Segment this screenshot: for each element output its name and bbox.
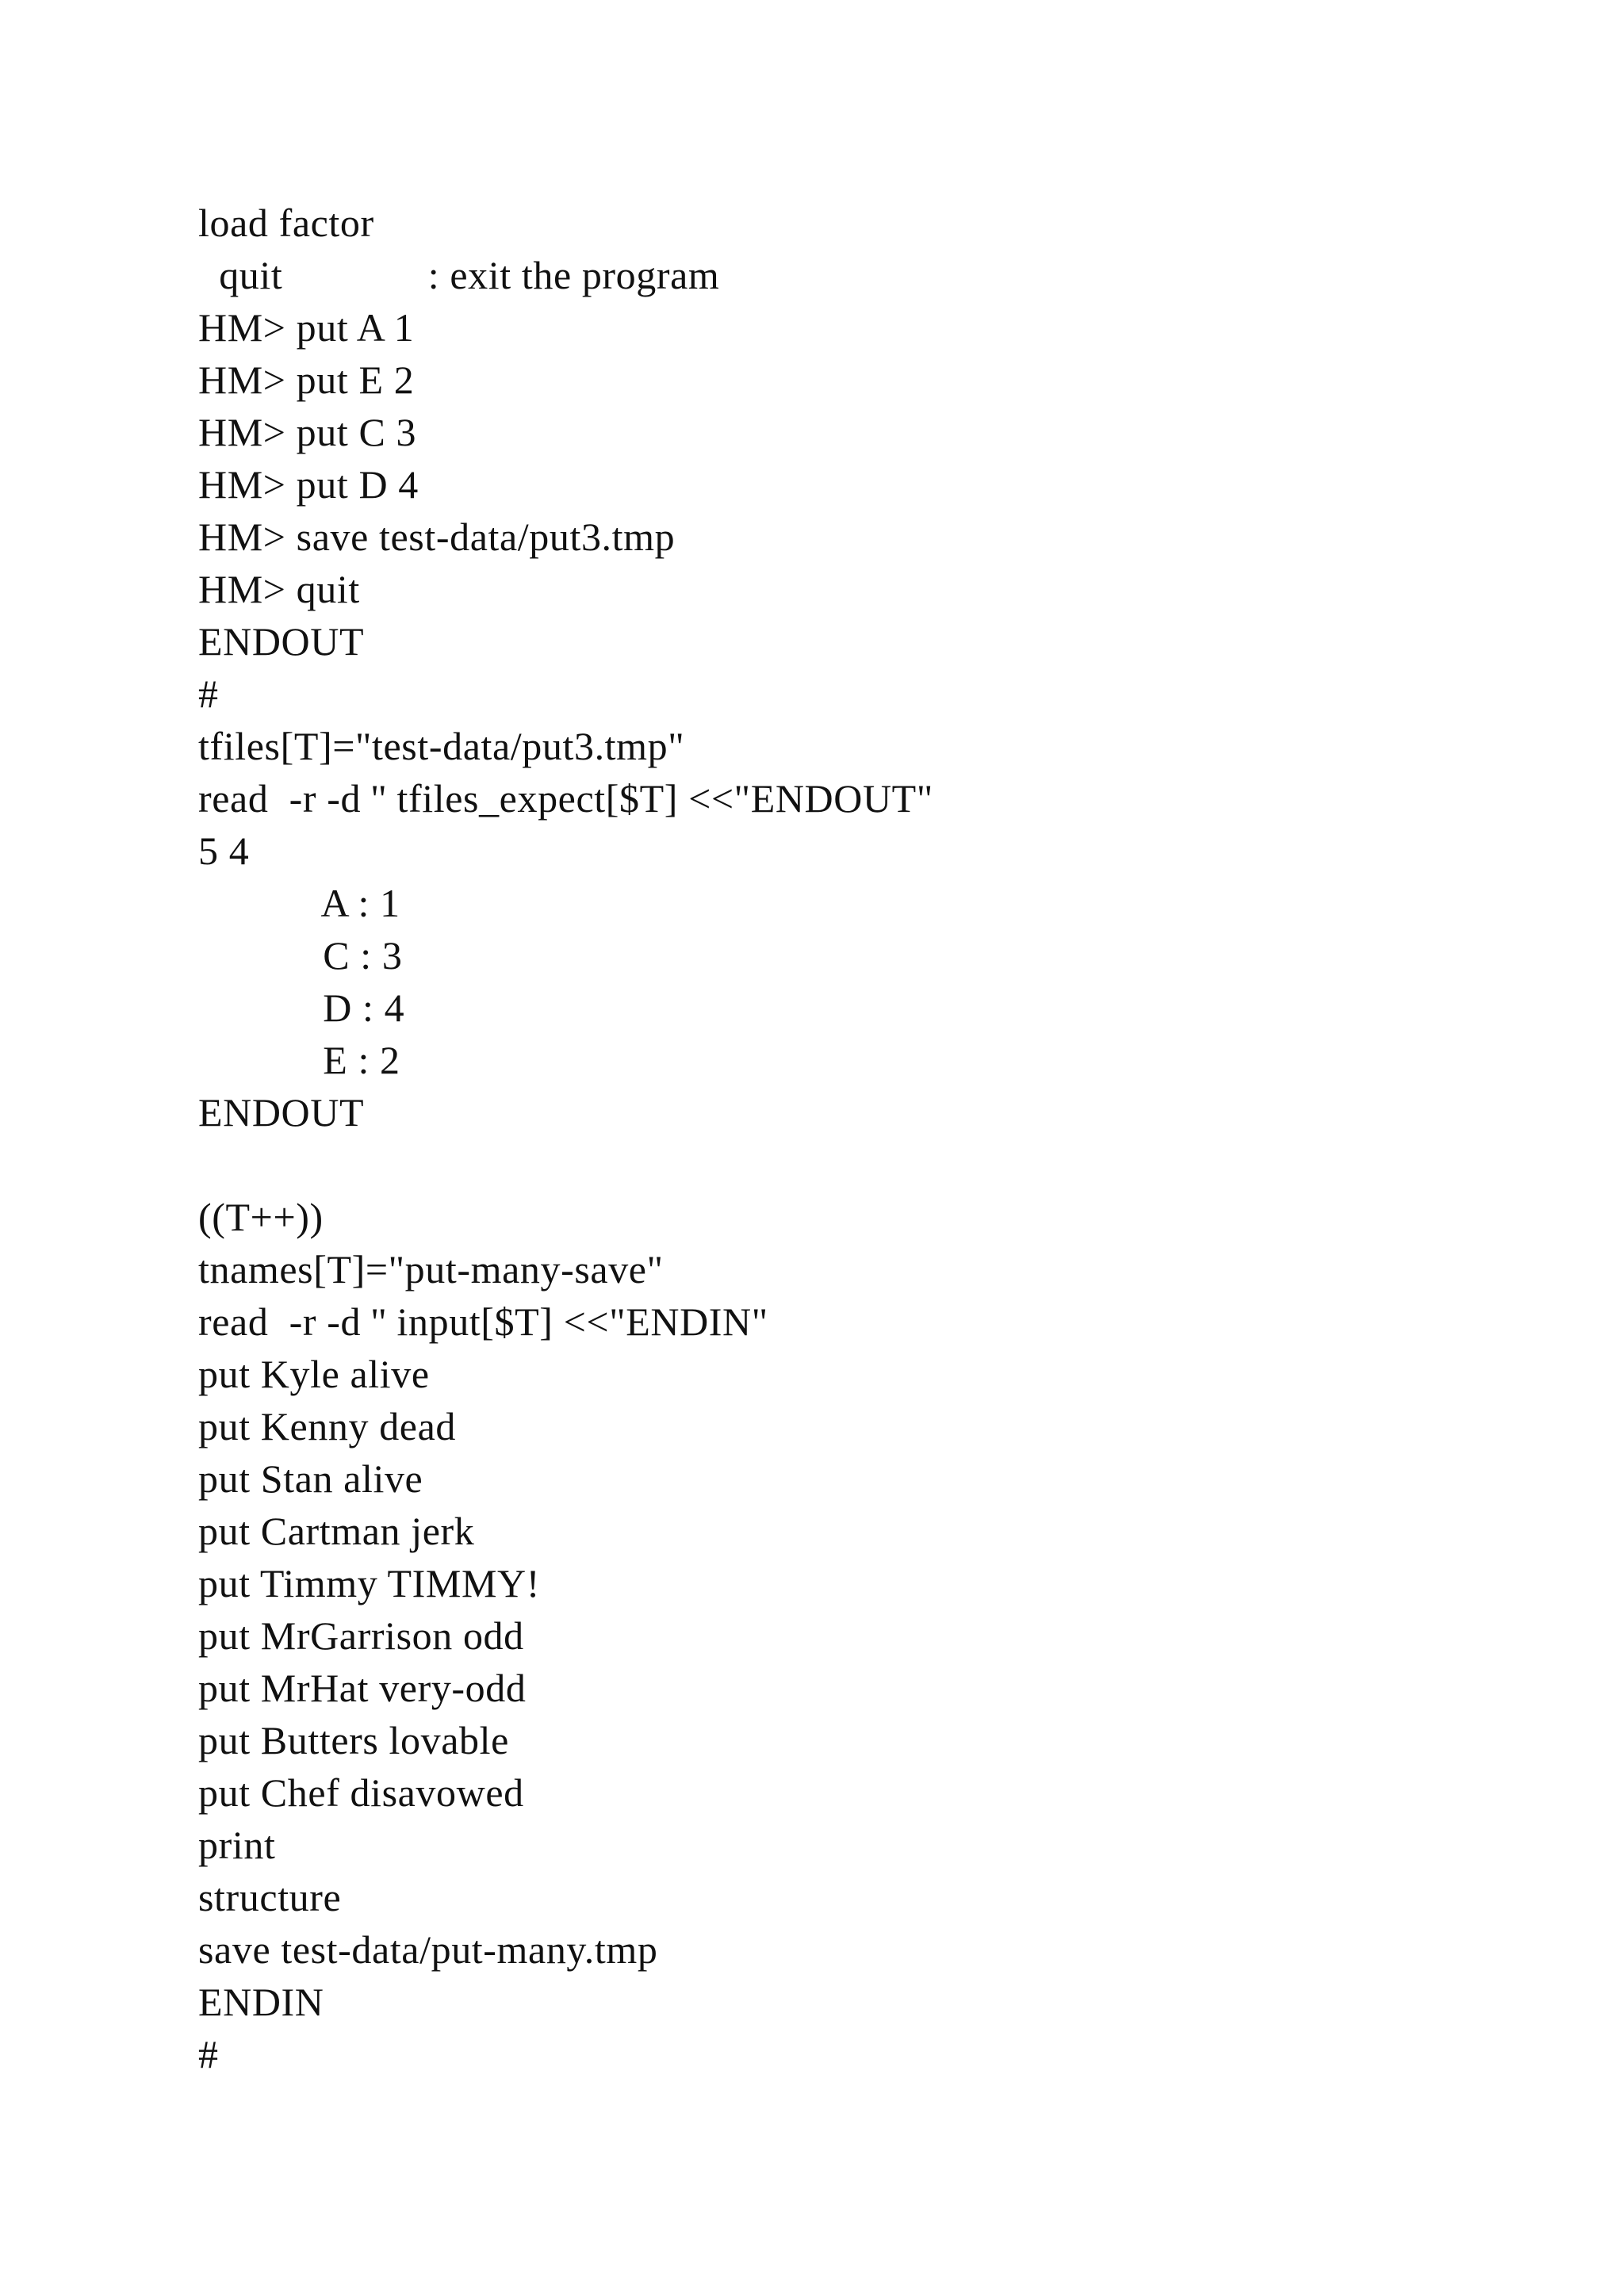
text-line: # <box>198 2032 219 2076</box>
text-line: # <box>198 672 219 716</box>
text-line: C : 3 <box>198 933 403 978</box>
text-line: put MrGarrison odd <box>198 1613 524 1658</box>
text-line: put Stan alive <box>198 1456 423 1501</box>
text-line: put Cartman jerk <box>198 1509 475 1553</box>
text-line: structure <box>198 1875 342 1919</box>
text-line: put Kyle alive <box>198 1352 430 1396</box>
text-line: put Timmy TIMMY! <box>198 1561 541 1605</box>
text-line: HM> save test-data/put3.tmp <box>198 515 676 559</box>
text-line: put Butters lovable <box>198 1718 509 1762</box>
text-line: read -r -d '' input[$T] <<"ENDIN" <box>198 1299 768 1344</box>
text-line: 5 4 <box>198 828 250 873</box>
text-line: put MrHat very-odd <box>198 1666 527 1710</box>
text-line: put Kenny dead <box>198 1404 456 1448</box>
text-line: ENDOUT <box>198 619 365 664</box>
text-line: HM> quit <box>198 567 360 611</box>
text-line: print <box>198 1823 276 1867</box>
text-line: tnames[T]="put-many-save" <box>198 1247 664 1292</box>
text-line: A : 1 <box>198 881 400 925</box>
text-line: HM> put E 2 <box>198 358 415 402</box>
text-line: tfiles[T]="test-data/put3.tmp" <box>198 724 685 768</box>
text-line: load factor <box>198 201 374 245</box>
text-line: D : 4 <box>198 985 405 1030</box>
text-line: ENDIN <box>198 1980 324 2024</box>
text-line: HM> put C 3 <box>198 410 417 454</box>
text-line: ENDOUT <box>198 1090 365 1135</box>
text-line: ((T++)) <box>198 1195 324 1239</box>
text-line: put Chef disavowed <box>198 1770 524 1815</box>
text-line: quit : exit the program <box>198 253 720 297</box>
text-line: E : 2 <box>198 1038 400 1082</box>
text-line: read -r -d '' tfiles_expect[$T] <<"ENDOUT" <box>198 776 933 821</box>
document-body <box>198 197 1546 2080</box>
text-line: HM> put A 1 <box>198 305 415 350</box>
text-line: HM> put D 4 <box>198 462 419 507</box>
text-line: save test-data/put-many.tmp <box>198 1927 658 1972</box>
blank-line <box>198 1138 1546 1191</box>
